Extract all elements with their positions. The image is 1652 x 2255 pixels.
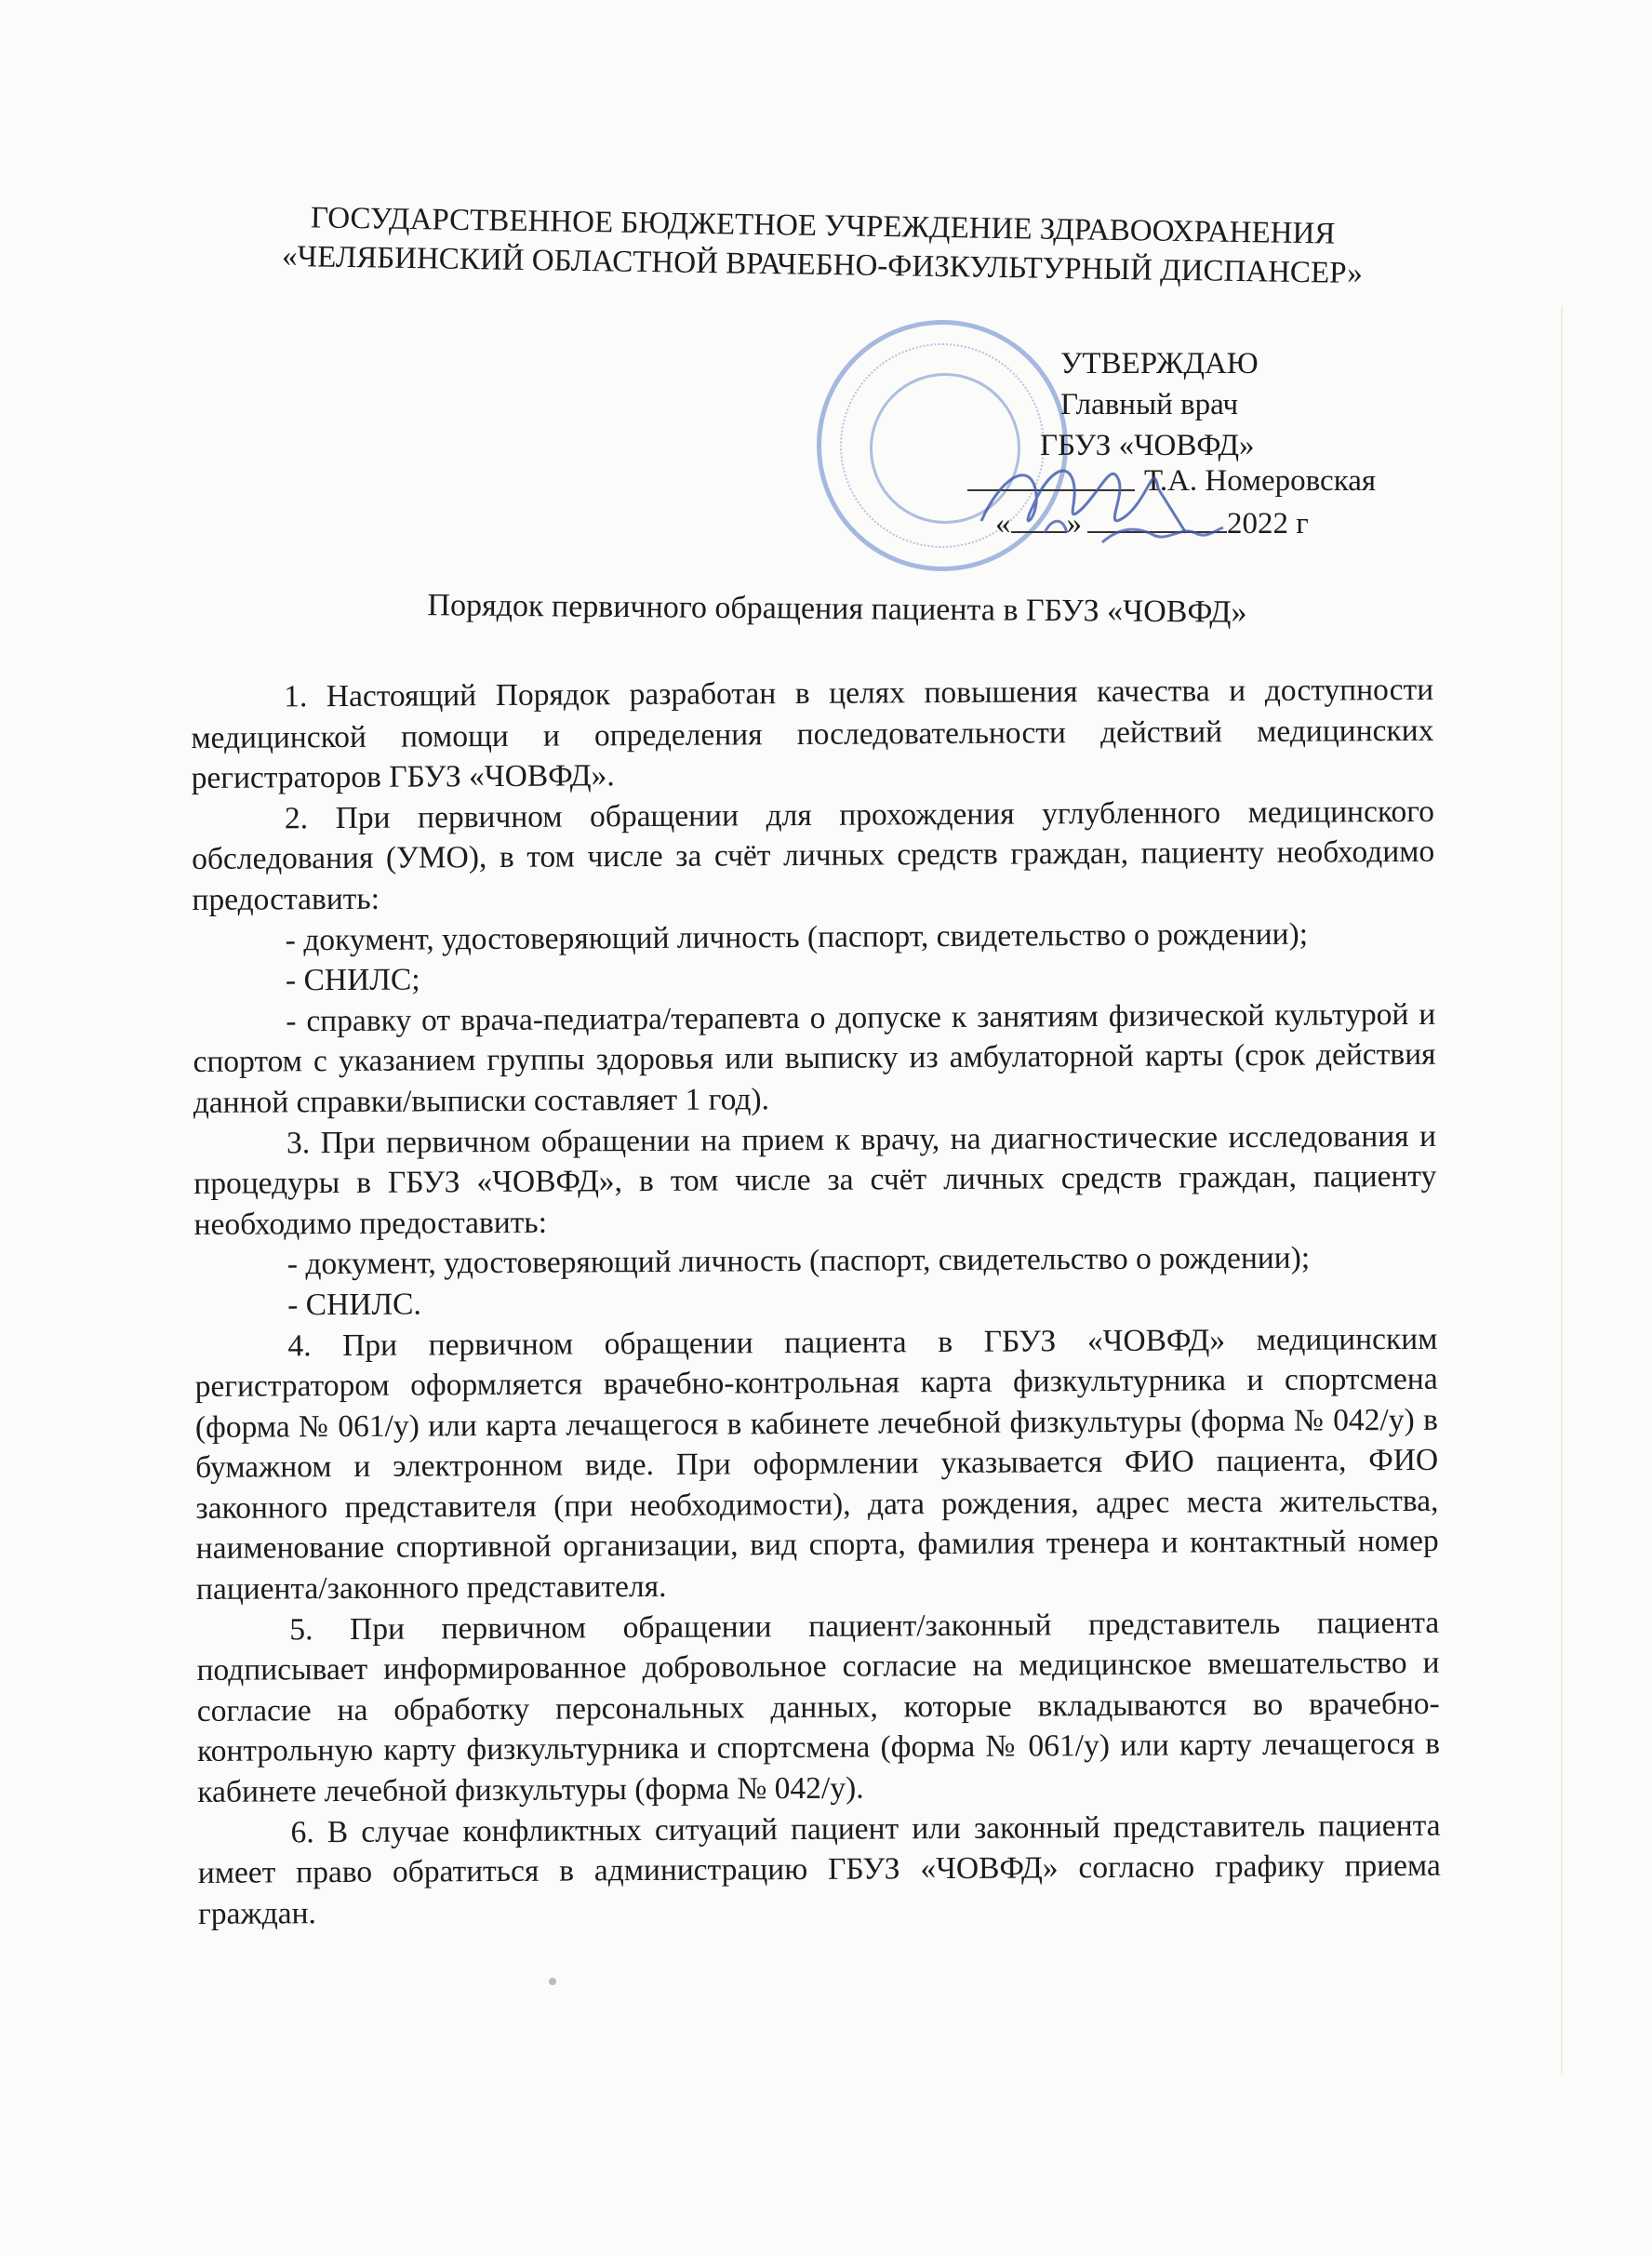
date-year: 2022 г	[1227, 507, 1309, 540]
list-item-doctor-certificate: - справку от врача-педиатра/терапевта о допуске к занятиям физической культурой и спортом с указанием группы здоровья или выписку из амбулаторной карты (срок действия данной справки/выписки составляет 1 год).	[193, 996, 1436, 1120]
paragraph-2: 2. При первичном обращении для прохождения углубленного медицинского обследования (УМО), в том числе за счёт личных средств граждан, пациенту необходимо предоставить:	[192, 794, 1435, 917]
date-close-quote: »	[1066, 507, 1082, 540]
org-name-line-2: «ЧЕЛЯБИНСКИЙ ОБЛАСТНОЙ ВРАЧЕБНО-ФИЗКУЛЬТУРНЫЙ ДИСПАНСЕР»	[281, 239, 1364, 291]
document-body	[191, 670, 1441, 1935]
list-item-snils: - СНИЛС;	[285, 962, 420, 998]
approve-heading: УТВЕРЖДАЮ	[1060, 347, 1259, 380]
paragraph-4: 4. При первичном обращении пациента в ГБУЗ «ЧОВФД» медицинским регистратором оформляется врачебно-контрольная карта физкультурника и спортсмена (форма № 061/у) или карта лечащегося в кабинете лечебной физкультуры (форма № 042/у) в бумажном и электронном виде. При оформлении указывается ФИО пациента, ФИО законного представителя (при необходимости), дата рождения, адрес места жительства, наименование спортивной организации, вид спорта, фамилия тренера и контактный номер пациента/законного представителя.	[194, 1321, 1439, 1608]
paragraph-5: 5. При первичном обращении пациент/законный представитель пациента подписывает информированное добровольное согласие на медицинское вмешательство и согласие на обработку персональных данных, которые вкладываются во врачебно-контрольную карту физкультурника и спортсмена (форма № 061/у) или карту лечащегося в кабинете лечебной физкультуры (форма № 042/у).	[196, 1605, 1441, 1810]
list-item-id-document: - документ, удостоверяющий личность (паспорт, свидетельство о рождении);	[285, 916, 1309, 957]
paragraph-6: 6. В случае конфликтных ситуаций пациент или законный представитель пациента имеет право обратиться в администрацию ГБУЗ «ЧОВФД» согласно графику приема граждан.	[197, 1808, 1441, 1931]
date-open-quote: «	[995, 507, 1011, 540]
approver-position: Главный врач	[1060, 388, 1239, 421]
approver-name: Т.А. Номеровская	[1144, 464, 1377, 498]
org-name-line-1: ГОСУДАРСТВЕННОЕ БЮДЖЕТНОЕ УЧРЕЖДЕНИЕ ЗДРАВООХРАНЕНИЯ	[310, 201, 1336, 251]
document-title: Порядок первичного обращения пациента в ГБУЗ «ЧОВФД»	[427, 588, 1247, 630]
scan-speck	[549, 1978, 556, 1985]
list-item-snils-2: - СНИЛС.	[287, 1287, 421, 1323]
organization-header	[241, 197, 1405, 294]
handwritten-signature	[963, 423, 1232, 563]
paragraph-1: 1. Настоящий Порядок разработан в целях повышения качества и доступности медицинской помощи и определения последовательности действий медицинских регистраторов ГБУЗ «ЧОВФД».	[191, 672, 1434, 796]
page-edge-shadow	[1561, 307, 1563, 2075]
paragraph-3: 3. При первичном обращении на прием к врачу, на диагностические исследования и процедуры в ГБУЗ «ЧОВФД», в том числе за счёт личных средств граждан, пациенту необходимо предоставить:	[193, 1118, 1437, 1242]
list-item-id-document-2: - документ, удостоверяющий личность (паспорт, свидетельство о рождении);	[286, 1240, 1311, 1282]
approver-institution: ГБУЗ «ЧОВФД»	[1040, 429, 1255, 462]
